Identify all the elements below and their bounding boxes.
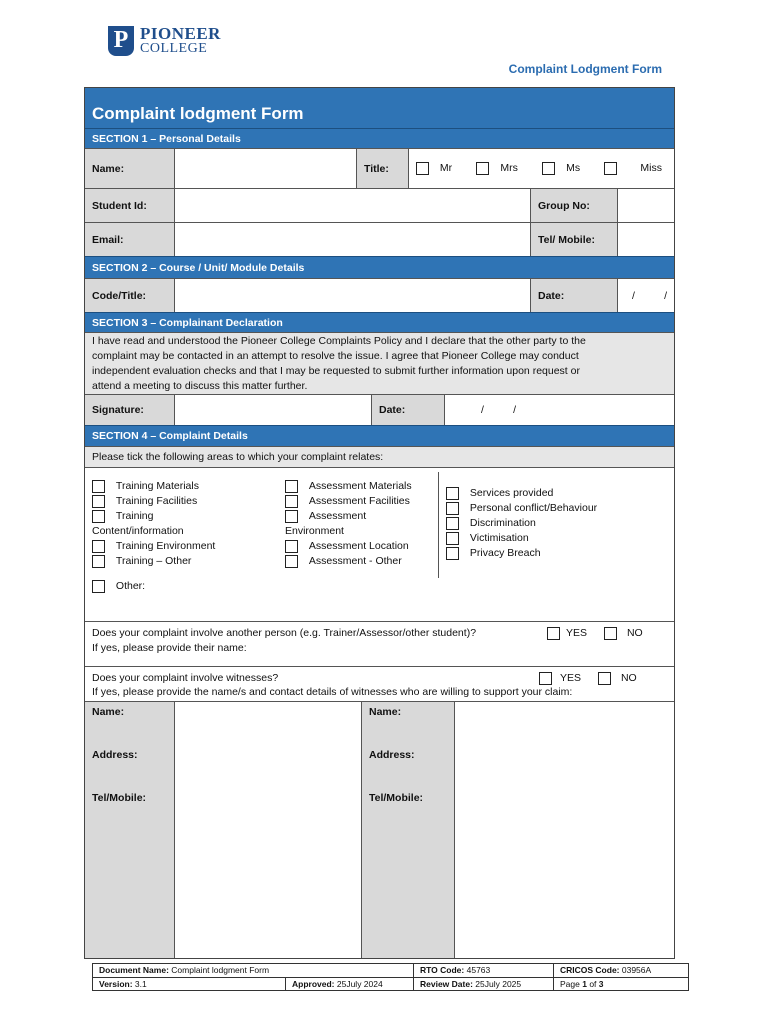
training-other-checkbox[interactable] [92, 555, 105, 568]
page-of: of [586, 979, 599, 989]
other-person-question [85, 621, 674, 666]
doc-name-value: Complaint lodgment Form [171, 965, 270, 975]
training-content-checkbox[interactable] [92, 510, 105, 523]
assessment-facilities-checkbox[interactable] [285, 495, 298, 508]
witness-question [85, 666, 674, 701]
title-mrs-label: Mrs [500, 162, 518, 175]
personal-conflict-checkbox[interactable] [446, 502, 459, 515]
witness1-tel-label: Tel/Mobile: [92, 792, 147, 804]
page-total: 3 [598, 979, 604, 989]
option-label-continued: Environment [285, 525, 344, 537]
version-value: 3.1 [134, 979, 147, 989]
witness-details [85, 701, 674, 958]
option-label: Victimisation [469, 532, 529, 544]
option-label: Training Environment [115, 540, 216, 552]
course-date-label: Date: [531, 279, 618, 312]
logo-shield-icon: P [108, 26, 134, 56]
option-label: Assessment Location [308, 540, 409, 552]
tel-mobile-field[interactable] [618, 223, 674, 256]
code-title-field[interactable] [175, 279, 531, 312]
privacy-breach-checkbox[interactable] [446, 547, 459, 560]
section2-heading: SECTION 2 – Course / Unit/ Module Details [85, 256, 674, 278]
witness-prompt: If yes, please provide the name/s and contact details of witnesses who are willing to support your claim: [92, 686, 573, 698]
assessment-environment-checkbox[interactable] [285, 510, 298, 523]
other-person-no-checkbox[interactable] [604, 627, 617, 640]
title-mr-checkbox[interactable] [416, 162, 429, 175]
title-ms-checkbox[interactable] [542, 162, 555, 175]
option-label: Training Facilities [115, 495, 198, 507]
witness2-name-label: Name: [369, 706, 402, 718]
assessment-materials-checkbox[interactable] [285, 480, 298, 493]
witness-question-text: Does your complaint involve witnesses? [92, 672, 279, 684]
declaration-text [85, 332, 674, 394]
page-current: 1 [582, 979, 587, 989]
tel-mobile-label: Tel/ Mobile: [531, 223, 618, 256]
witness2-tel-label: Tel/Mobile: [369, 792, 424, 804]
title-miss-checkbox[interactable] [604, 162, 617, 175]
declaration-line: I have read and understood the Pioneer College Complaints Policy and I declare that the other party to the [92, 335, 586, 347]
declaration-line: complaint may be contacted in an attempt to resolve the issue. I agree that Pioneer College may conduct [92, 350, 579, 362]
title-ms-label: Ms [566, 162, 581, 175]
services-provided-checkbox[interactable] [446, 487, 459, 500]
version-label: Version: [99, 979, 133, 989]
document-footer [92, 963, 689, 991]
option-label: Assessment - Other [308, 555, 402, 567]
witness-yes-checkbox[interactable] [539, 672, 552, 685]
witness1-name-label: Name: [92, 706, 125, 718]
other-person-prompt: If yes, please provide their name: [92, 642, 247, 654]
option-label: Training [115, 510, 154, 522]
email-field[interactable] [175, 223, 531, 256]
witness2-details-field[interactable] [455, 702, 674, 958]
group-no-label: Group No: [531, 189, 618, 222]
option-label: Discrimination [469, 517, 536, 529]
approved-value: 25July 2024 [336, 979, 383, 989]
option-label-continued: Content/information [92, 525, 184, 537]
witness1-address-label: Address: [92, 749, 138, 761]
title-miss-label: Miss [640, 162, 662, 175]
title-mr-label: Mr [439, 162, 453, 175]
no-label: NO [626, 627, 643, 639]
witness-no-checkbox[interactable] [598, 672, 611, 685]
title-mrs-checkbox[interactable] [476, 162, 489, 175]
training-materials-checkbox[interactable] [92, 480, 105, 493]
logo-line2: COLLEGE [140, 41, 208, 56]
student-id-label: Student Id: [85, 189, 175, 222]
discrimination-checkbox[interactable] [446, 517, 459, 530]
form-title: Complaint lodgment Form [85, 88, 674, 128]
logo-line1: PIONEER [140, 24, 221, 43]
rto-label: RTO Code: [420, 965, 465, 975]
section4-heading: SECTION 4 – Complaint Details [85, 425, 674, 446]
review-label: Review Date: [420, 979, 473, 989]
assessment-location-checkbox[interactable] [285, 540, 298, 553]
complaint-form [84, 87, 675, 959]
document-title: Complaint Lodgment Form [508, 62, 662, 76]
witness2-address-label: Address: [369, 749, 415, 761]
other-person-yes-checkbox[interactable] [547, 627, 560, 640]
option-label: Assessment [308, 510, 367, 522]
section1-heading: SECTION 1 – Personal Details [85, 128, 674, 148]
training-facilities-checkbox[interactable] [92, 495, 105, 508]
other-person-question-text: Does your complaint involve another person (e.g. Trainer/Assessor/other student)? [92, 627, 477, 639]
training-environment-checkbox[interactable] [92, 540, 105, 553]
name-field[interactable] [175, 149, 357, 188]
yes-label: YES [566, 627, 588, 639]
code-title-label: Code/Title: [85, 279, 175, 312]
course-date-field[interactable]: / / [631, 289, 667, 302]
option-label: Privacy Breach [469, 547, 541, 559]
no-label: NO [620, 672, 637, 684]
signature-label: Signature: [85, 395, 175, 425]
option-label: Assessment Facilities [308, 495, 410, 507]
complaint-areas [85, 467, 674, 621]
option-label: Assessment Materials [308, 480, 412, 492]
yes-label: YES [560, 672, 582, 684]
title-label: Title: [357, 149, 409, 188]
declaration-date-label: Date: [372, 395, 445, 425]
section3-heading: SECTION 3 – Complainant Declaration [85, 312, 674, 332]
declaration-date-field[interactable]: / / [481, 404, 517, 416]
witness1-details-field[interactable] [175, 702, 362, 958]
page-prefix: Page [560, 979, 583, 989]
victimisation-checkbox[interactable] [446, 532, 459, 545]
signature-field[interactable] [175, 395, 372, 425]
rto-value: 45763 [466, 965, 491, 975]
cricos-value: 03956A [621, 965, 652, 975]
email-label: Email: [85, 223, 175, 256]
doc-name-label: Document Name: [99, 965, 169, 975]
approved-label: Approved: [292, 979, 335, 989]
option-label: Personal conflict/Behaviour [469, 502, 598, 514]
other-label: Other: [115, 580, 146, 592]
student-id-field[interactable] [175, 189, 531, 222]
declaration-line: attend a meeting to discuss this matter further. [92, 380, 308, 392]
option-label: Training Materials [115, 480, 199, 492]
option-label: Services provided [469, 487, 554, 499]
other-checkbox[interactable] [92, 580, 105, 593]
assessment-other-checkbox[interactable] [285, 555, 298, 568]
group-no-field[interactable] [618, 189, 674, 222]
page-number [554, 978, 688, 990]
college-logo [108, 26, 221, 56]
name-label: Name: [85, 149, 175, 188]
declaration-line: independent evaluation checks and that I may be requested to submit further information upon request or [92, 365, 580, 377]
review-value: 25July 2025 [475, 979, 522, 989]
column-divider [438, 472, 439, 578]
cricos-label: CRICOS Code: [560, 965, 620, 975]
option-label: Training – Other [115, 555, 192, 567]
tick-instruction: Please tick the following areas to which your complaint relates: [85, 446, 674, 467]
